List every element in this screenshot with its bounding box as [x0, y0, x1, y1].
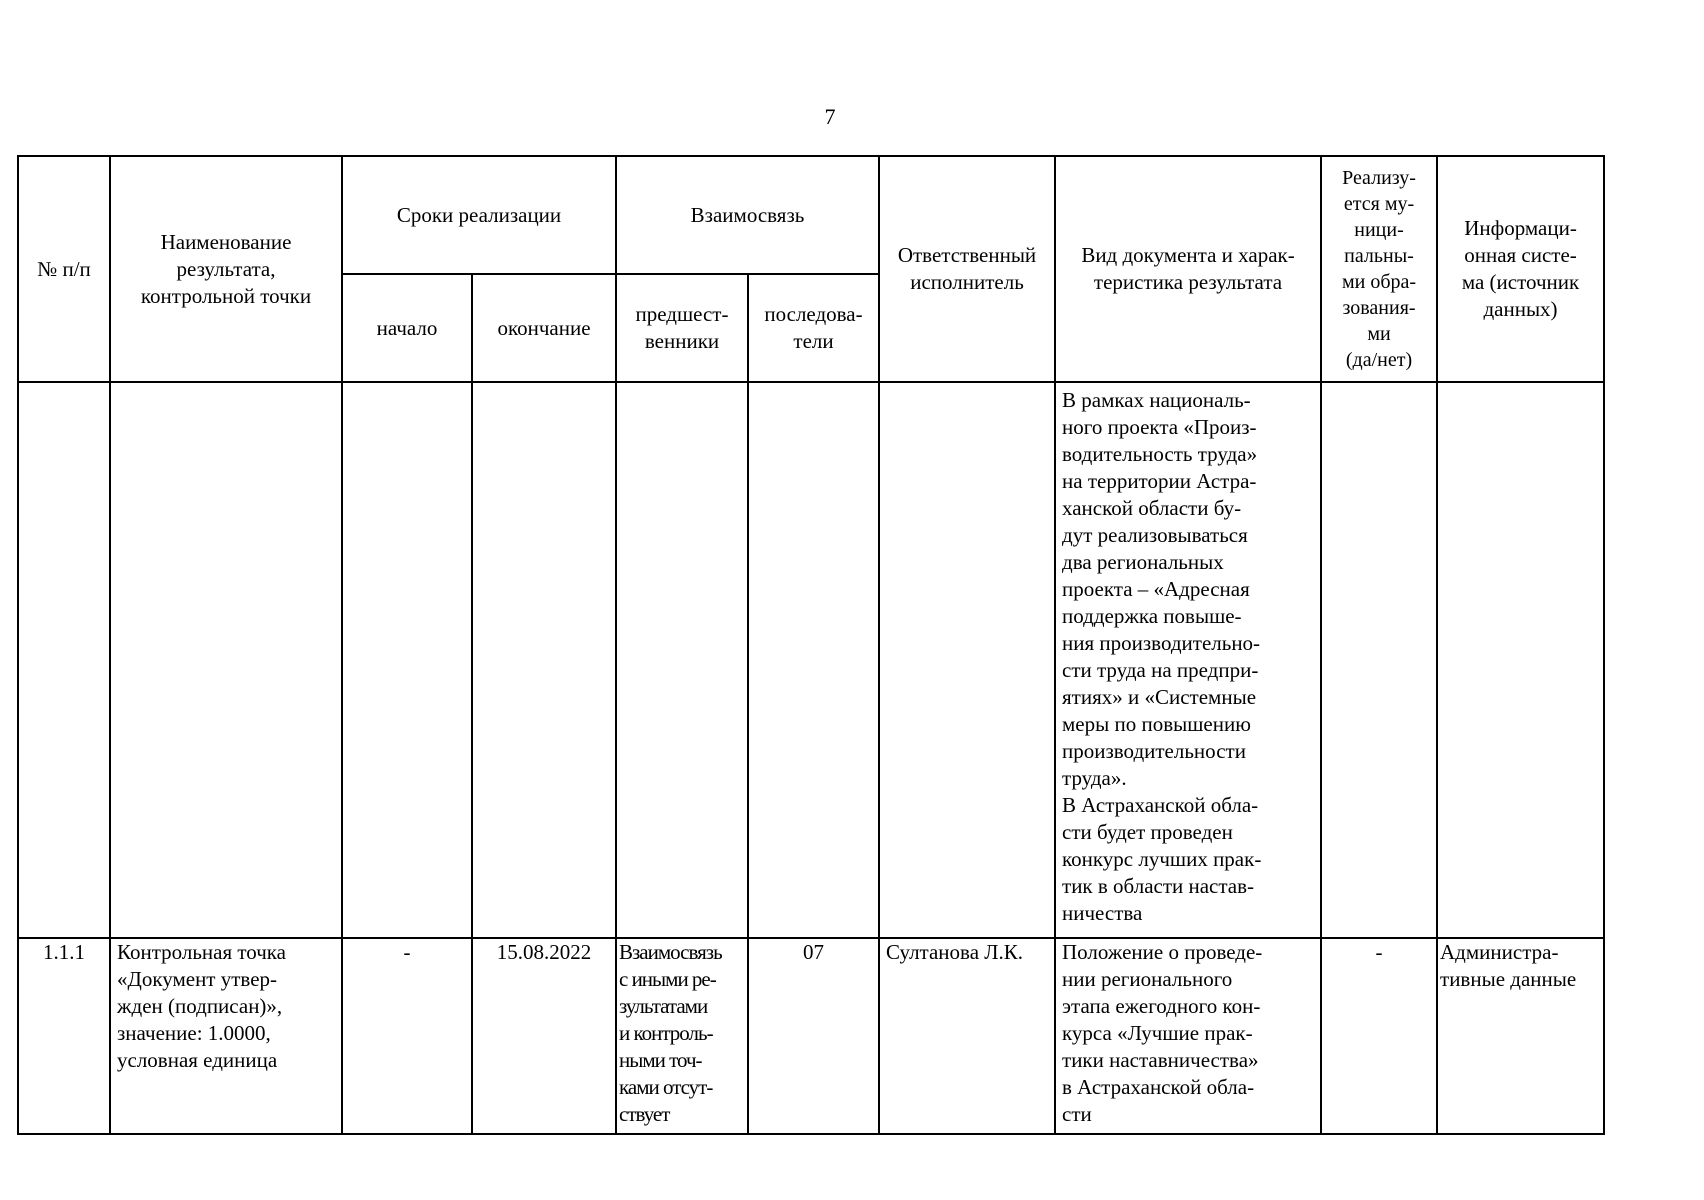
header-info-system: Информаци- онная систе- ма (источник данных) — [1437, 156, 1604, 382]
cell-executor: Султанова Л.К. — [879, 938, 1055, 1134]
header-executor: Ответственный исполнитель — [879, 156, 1055, 382]
header-relation: Взаимосвязь — [616, 156, 879, 274]
header-successors: последова- тели — [748, 274, 879, 382]
header-start: начало — [342, 274, 472, 382]
cell-name — [110, 382, 342, 938]
cell-start — [342, 382, 472, 938]
results-table — [17, 155, 1605, 1135]
header-terms: Сроки реализации — [342, 156, 616, 274]
table-row — [18, 938, 1604, 1134]
cell-start: - — [342, 938, 472, 1134]
header-num: № п/п — [18, 156, 110, 382]
cell-info-system: Администра- тивные данные — [1437, 938, 1604, 1134]
cell-doc-type: В рамках националь- ного проекта «Произ- водительность труда» на территории Астра- ханской области бу- дут реализовываться два региональных проекта – «Адресная поддержка повыше- ния производительно- сти труда на предпри- ятиях» и «Системные меры по повышению производительности труда». В Астраханской обла- сти будет проведен конкурс лучших прак- тик в области настав- ничества — [1055, 382, 1321, 938]
cell-successors: 07 — [748, 938, 879, 1134]
cell-doc-type: Положение о проведе- нии регионального этапа ежегодного кон- курса «Лучшие прак- тики наставничества» в Астраханской обла- сти — [1055, 938, 1321, 1134]
cell-end: 15.08.2022 — [472, 938, 616, 1134]
cell-municipal — [1321, 382, 1437, 938]
table-row — [18, 382, 1604, 938]
cell-predecessors — [616, 382, 748, 938]
cell-executor — [879, 382, 1055, 938]
cell-predecessors: Взаимосвязь с иными ре- зультатами и контроль- ными точ- ками отсут- ствует — [616, 938, 748, 1134]
header-predecessors: предшест- венники — [616, 274, 748, 382]
cell-successors — [748, 382, 879, 938]
header-name: Наименование результата, контрольной точки — [110, 156, 342, 382]
page-number: 7 — [824, 104, 836, 129]
cell-info-system — [1437, 382, 1604, 938]
cell-end — [472, 382, 616, 938]
header-row-top — [18, 156, 1604, 274]
header-municipal: Реализу- ется му- ници- пальны- ми обра- зования- ми (да/нет) — [1321, 156, 1437, 382]
header-end: окончание — [472, 274, 616, 382]
cell-num — [18, 382, 110, 938]
header-doc-type: Вид документа и харак- теристика результата — [1055, 156, 1321, 382]
cell-num: 1.1.1 — [18, 938, 110, 1134]
cell-name: Контрольная точка «Документ утвер- жден (подписан)», значение: 1.0000, условная единица — [110, 938, 342, 1134]
cell-municipal: - — [1321, 938, 1437, 1134]
